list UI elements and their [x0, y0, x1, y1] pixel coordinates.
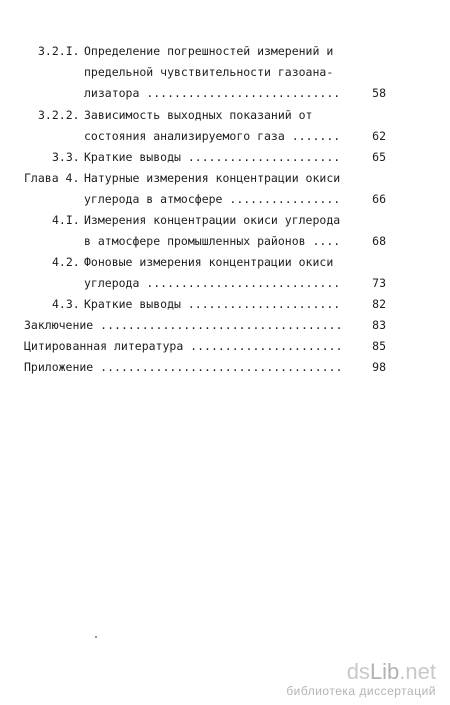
toc-entry-page: 68 [372, 234, 386, 248]
toc-entry-title: Зависимость выходных показаний от [84, 108, 313, 122]
toc-entry-page: 83 [372, 318, 386, 332]
toc-entry-number: 4.2. [52, 255, 80, 269]
toc-entry-title: Натурные измерения концентрации окиси [84, 171, 341, 185]
toc-entry-page: 66 [372, 192, 386, 206]
scan-speck [95, 636, 97, 638]
toc-entry-page: 73 [372, 276, 386, 290]
toc-entry-title: Приложение ..... [24, 357, 342, 377]
toc-entry-page: 58 [372, 86, 386, 100]
toc-entry-title: Определение погрешностей измерений и [84, 44, 334, 58]
toc-entry-title: Краткие выводы ..... [84, 147, 342, 167]
toc-entry-title: Измерения концентрации окиси углерода [84, 213, 341, 227]
toc-entry-page: 98 [372, 360, 386, 374]
toc-entry-title: Заключение ..... [24, 315, 342, 335]
toc-entry-page: 65 [372, 150, 386, 164]
toc-entry-title: предельной чувствительности газоана- [84, 65, 334, 79]
watermark-logo: dsLib.net [346, 659, 436, 684]
watermark [286, 660, 436, 698]
toc-entry-title: Краткие выводы ..... [84, 294, 342, 314]
toc-entry-title: лизатора ..... [84, 83, 342, 103]
toc-entry-number: 3.2.I. [38, 44, 80, 58]
watermark-subtitle: библиотека диссертаций [286, 684, 436, 698]
toc-entry-number: 3.3. [52, 150, 80, 164]
toc-entry-number: 4.3. [52, 297, 80, 311]
toc-entry-title: Фоновые измерения концентрации окиси [84, 255, 334, 269]
toc-entry-page: 62 [372, 129, 386, 143]
toc-entry-number: Глава 4. [24, 171, 80, 185]
toc-entry-page: 82 [372, 297, 386, 311]
toc-entry-title: углерода в атмосфере ..... [84, 189, 342, 209]
toc-entry-number: 4.I. [52, 213, 80, 227]
toc-entry-page: 85 [372, 339, 386, 353]
toc-entry-title: в атмосфере промышленных районов ..... [84, 231, 342, 251]
toc-entry-title: углерода ..... [84, 273, 342, 293]
toc-entry-number: 3.2.2. [38, 108, 80, 122]
toc-entry-title: Цитированная литература ..... [24, 336, 342, 356]
toc-entry-title: состояния анализируемого газа ..... [84, 126, 342, 146]
